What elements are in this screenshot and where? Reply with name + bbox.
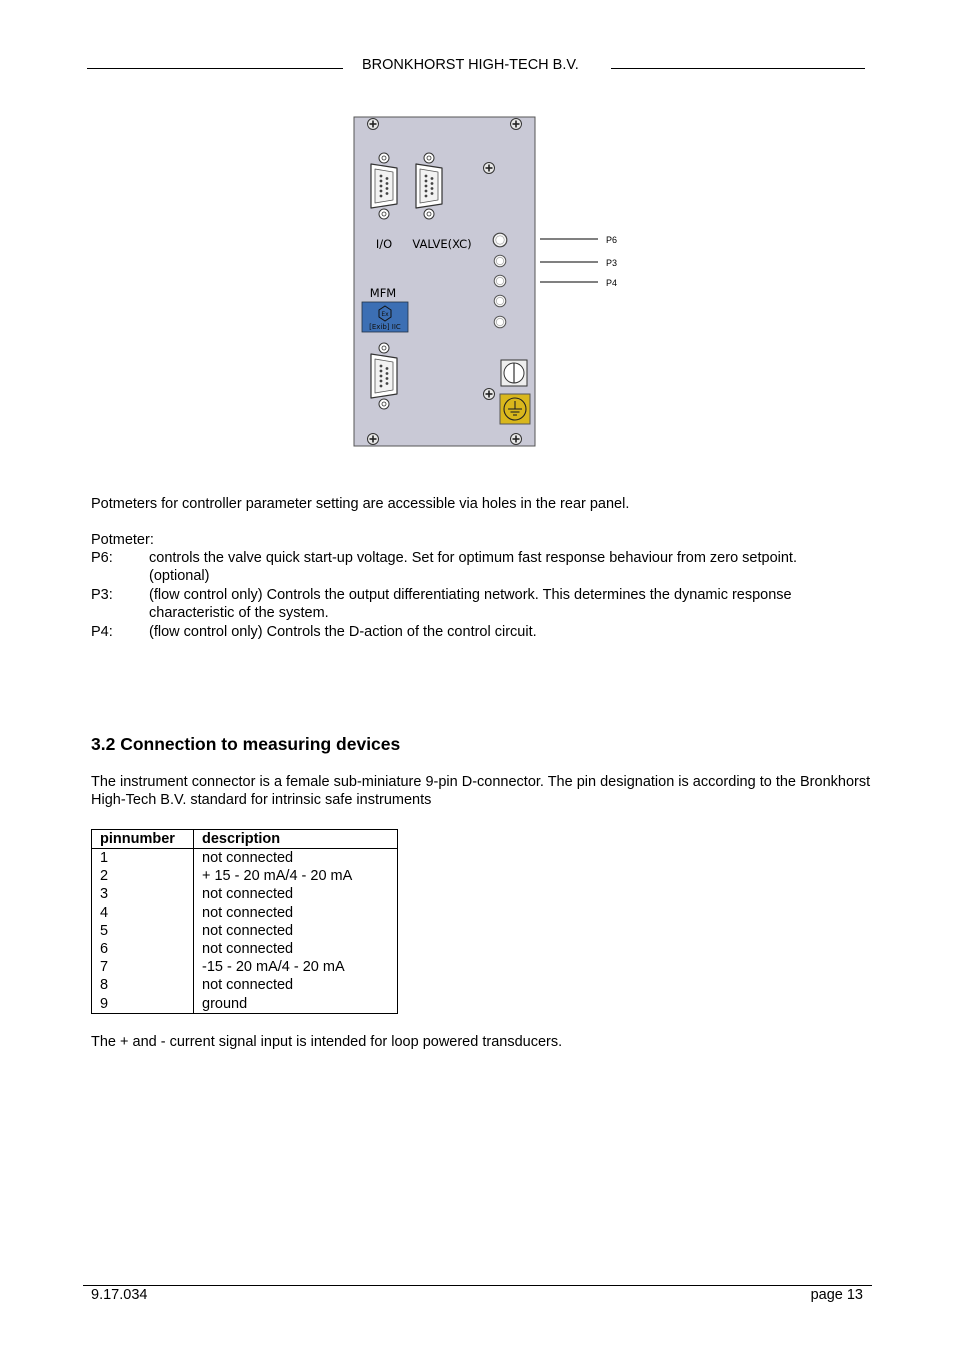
potmeter-desc: (flow control only) Controls the output differentiating network. This determines the dynamic response characteristic of the system. (149, 587, 792, 621)
note-paragraph: The + and - current signal input is intended for loop powered transducers. (91, 1034, 563, 1050)
table-row (92, 867, 398, 885)
ex-badge-text: [Exib] IIC (369, 323, 401, 331)
description-cell: not connected (194, 904, 398, 922)
potmeter-item-p3 (91, 586, 881, 622)
footer-doc-number: 9.17.034 (91, 1287, 148, 1303)
description-cell: not connected (194, 976, 398, 994)
pin-cell: 7 (92, 958, 194, 976)
screw-top-left (368, 119, 379, 130)
table-row (92, 922, 398, 940)
potmeter-p6 (493, 233, 507, 247)
potmeter-key: P6: (91, 550, 113, 566)
potmeter-item-p4 (91, 623, 881, 641)
header-rule-left (87, 68, 343, 69)
table-row (92, 958, 398, 976)
screw-mid-upper (484, 163, 495, 174)
valve-label: VALVE(XC) (412, 237, 472, 251)
description-cell: not connected (194, 849, 398, 868)
mfm-label: MFM (369, 286, 397, 300)
footer-page-number: page 13 (810, 1287, 863, 1303)
pin-cell: 3 (92, 885, 194, 903)
pin-cell: 2 (92, 867, 194, 885)
pin-cell: 6 (92, 940, 194, 958)
intro-paragraph: Potmeters for controller parameter setting are accessible via holes in the rear panel. (91, 496, 630, 512)
footer-rule (83, 1285, 872, 1286)
pin-cell: 1 (92, 849, 194, 868)
switch-icon (501, 360, 527, 386)
column-header-description: description (194, 830, 398, 849)
description-cell: + 15 - 20 mA/4 - 20 mA (194, 867, 398, 885)
potmeter-item-p6 (91, 549, 881, 585)
potmeter-desc: controls the valve quick start-up voltage. Set for optimum fast response behaviour from zero setpoint. (optional) (149, 550, 797, 584)
callout-p6: P6 (606, 235, 618, 245)
table-row (92, 976, 398, 994)
section-heading: 3.2 Connection to measuring devices (91, 734, 401, 754)
ground-icon (500, 394, 530, 424)
pin-cell: 9 (92, 995, 194, 1014)
description-cell: -15 - 20 mA/4 - 20 mA (194, 958, 398, 976)
table-row (92, 885, 398, 903)
pin-cell: 5 (92, 922, 194, 940)
callout-p3: P3 (606, 258, 618, 268)
potmeter-desc: (flow control only) Controls the D-action of the control circuit. (149, 624, 537, 640)
table-row (92, 940, 398, 958)
description-cell: ground (194, 995, 398, 1014)
column-header-pinnumber: pinnumber (92, 830, 194, 849)
pin-cell: 4 (92, 904, 194, 922)
description-cell: not connected (194, 885, 398, 903)
potmeter-title: Potmeter: (91, 532, 154, 548)
description-cell: not connected (194, 922, 398, 940)
potmeter-5th (494, 316, 506, 328)
header-rule-right (611, 68, 865, 69)
header-company: BRONKHORST HIGH-TECH B.V. (362, 57, 579, 73)
pin-table (91, 829, 398, 1014)
description-cell: not connected (194, 940, 398, 958)
potmeter-key: P4: (91, 624, 113, 640)
screw-mid-lower (484, 389, 495, 400)
screw-bottom-left (368, 434, 379, 445)
io-label: I/O (375, 237, 393, 251)
potmeter-key: P3: (91, 587, 113, 603)
screw-bottom-right (511, 434, 522, 445)
table-row (92, 995, 398, 1014)
table-header-row (92, 830, 398, 849)
svg-text:Ex: Ex (381, 311, 389, 318)
table-row (92, 849, 398, 868)
screw-top-right (511, 119, 522, 130)
potmeter-p4 (494, 275, 506, 287)
table-row (92, 904, 398, 922)
callout-p4: P4 (606, 278, 618, 288)
pin-cell: 8 (92, 976, 194, 994)
potmeter-4th (494, 295, 506, 307)
section-paragraph: The instrument connector is a female sub-miniature 9-pin D-connector. The pin designation is according to the Bronkhorst High-Tech B.V. standard for intrinsic safe instruments (91, 774, 871, 808)
rear-panel-figure (340, 110, 640, 455)
potmeter-p3 (494, 255, 506, 267)
